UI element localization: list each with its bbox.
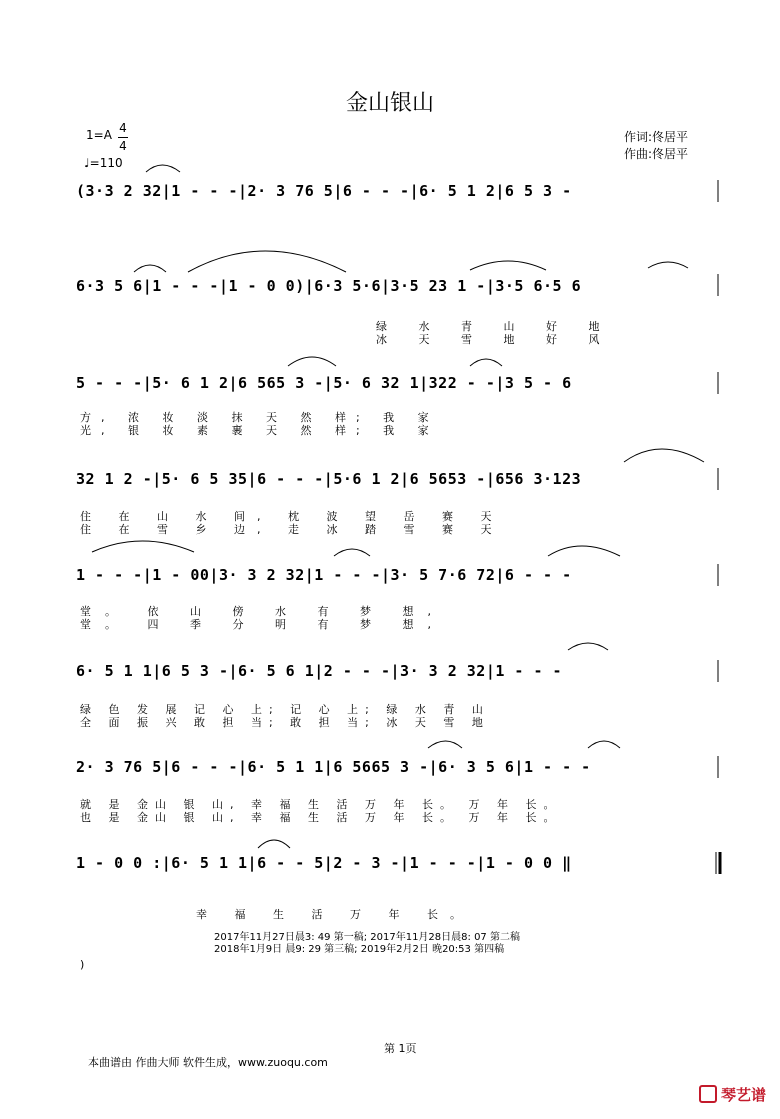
slur bbox=[548, 546, 620, 556]
slur bbox=[134, 265, 166, 272]
notation-line-3: 5 - - -|5· 6 1 2|6 565 3 -|5· 6 32 1|322 - -|3 5 - 6 bbox=[76, 374, 572, 392]
lyric-line-4b: 住 在 雪 乡 边, 走 冰 踏 雪 赛 天 bbox=[80, 523, 504, 536]
slur bbox=[624, 449, 704, 462]
lyric-line-4a: 住 在 山 水 间, 枕 波 望 岳 赛 天 bbox=[80, 510, 504, 523]
tempo-marking: ♩=110 bbox=[84, 156, 123, 170]
slur bbox=[568, 643, 608, 650]
lyric-line-8: 幸 福 生 活 万 年 长。 bbox=[196, 908, 473, 921]
lyric-line-5b: 堂。 四 季 分 明 有 梦 想, bbox=[80, 618, 445, 631]
lyric-line-3a: 方, 浓 妆 淡 抹 天 然 样; 我 家 bbox=[80, 411, 439, 424]
lyric-line-2a: 绿 水 青 山 好 地 bbox=[376, 320, 614, 333]
key-signature: 1=A bbox=[86, 128, 112, 142]
slur bbox=[334, 549, 370, 556]
slur bbox=[92, 541, 194, 552]
notation-line-8: 1 - 0 0 :|6· 5 1 1|6 - - 5|2 - 3 -|1 - - -|1 - 0 0 ‖ bbox=[76, 854, 572, 872]
slur bbox=[648, 262, 688, 268]
song-title: 金山银山 bbox=[345, 91, 434, 116]
footer-credit: 本曲谱由 作曲大师 软件生成，www.zuoqu.com bbox=[88, 1056, 328, 1069]
notation-line-5: 1 - - -|1 - 00|3· 3 2 32|1 - - -|3· 5 7·6 72|6 - - - bbox=[76, 566, 572, 584]
slur bbox=[588, 741, 620, 748]
revision-history-1: 2017年11月27日晨3: 49 第一稿; 2017年11月28日晨8: 07 第二稿 bbox=[214, 932, 520, 943]
notation-line-4: 32 1 2 -|5· 6 5 35|6 - - -|5·6 1 2|6 5653 -|656 3·123 bbox=[76, 470, 582, 488]
lyric-line-7b: 也 是 金山 银 山, 幸 福 生 活 万 年 长。 万 年 长。 bbox=[80, 811, 562, 824]
lyric-line-6a: 绿 色 发 展 记 心 上; 记 心 上; 绿 水 青 山 bbox=[80, 703, 490, 716]
page-number: 第 1页 bbox=[384, 1042, 417, 1055]
lyric-line-2b: 冰 天 雪 地 好 风 bbox=[376, 333, 614, 346]
stray-paren: ) bbox=[80, 958, 85, 971]
slur bbox=[146, 165, 180, 172]
notation-line-2: 6·3 5 6|1 - - -|1 - 0 0)|6·3 5·6|3·5 23 1 -|3·5 6·5 6 bbox=[76, 277, 582, 295]
slur bbox=[288, 357, 336, 366]
notation-line-6: 6· 5 1 1|6 5 3 -|6· 5 6 1|2 - - -|3· 3 2 32|1 - - - bbox=[76, 662, 563, 680]
time-sig-top: 4 bbox=[119, 121, 127, 135]
notation-line-1: (3·3 2 32|1 - - -|2· 3 76 5|6 - - -|6· 5 1 2|6 5 3 - bbox=[76, 182, 572, 200]
lyric-line-7a: 就 是 金山 银 山, 幸 福 生 活 万 年 长。 万 年 长。 bbox=[80, 798, 562, 811]
slur bbox=[428, 741, 462, 748]
lyric-line-3b: 光, 银 妆 素 裹 天 然 样; 我 家 bbox=[80, 424, 439, 437]
time-sig-bottom: 4 bbox=[119, 139, 127, 153]
revision-history-2: 2018年1月9日 晨9: 29 第三稿; 2019年2月2日 晚20:53 第四稿 bbox=[214, 944, 505, 955]
slur bbox=[258, 840, 290, 848]
lyricist-credit: 作词:佟居平 bbox=[624, 130, 689, 144]
lyric-line-6b: 全 面 振 兴 敢 担 当; 敢 担 当; 冰 天 雪 地 bbox=[80, 716, 490, 729]
slur bbox=[188, 251, 346, 272]
notation-line-7: 2· 3 76 5|6 - - -|6· 5 1 1|6 5665 3 -|6· 3 5 6|1 - - - bbox=[76, 758, 591, 776]
slur bbox=[470, 261, 546, 270]
slur bbox=[470, 359, 502, 366]
lyric-line-5a: 堂。 依 山 傍 水 有 梦 想, bbox=[80, 605, 445, 618]
watermark-text: 琴艺谱 bbox=[720, 1086, 766, 1104]
composer-credit: 作曲:佟居平 bbox=[624, 147, 689, 161]
